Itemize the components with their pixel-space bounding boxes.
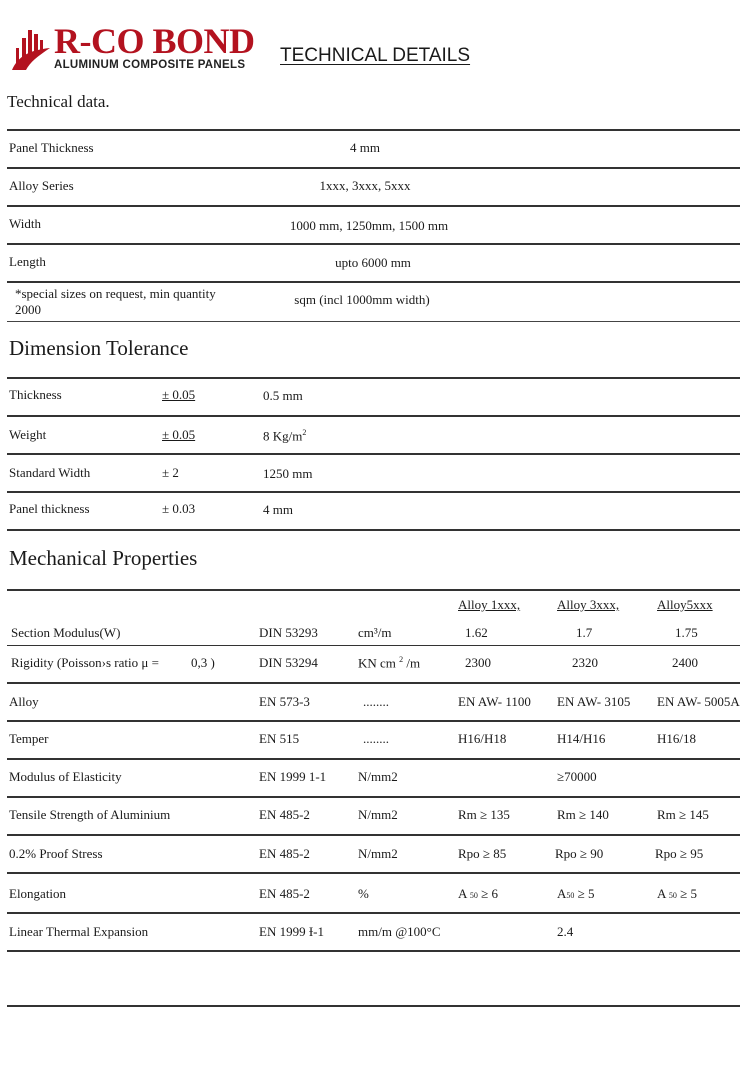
divider — [7, 796, 740, 798]
property-unit: % — [358, 886, 369, 901]
property-standard: EN 485-2 — [259, 886, 310, 901]
tolerance-row-label: Standard Width — [9, 465, 91, 480]
tech-row-label: Width — [9, 216, 41, 231]
divider — [7, 243, 740, 245]
tolerance-row-tolerance: ± 2 — [162, 465, 179, 480]
tolerance-value-main: 8 Kg/m — [263, 428, 303, 444]
property-value: Rpo ≥ 90 — [555, 846, 604, 861]
property-value: H16/H18 — [458, 731, 507, 746]
tolerance-row-value — [263, 428, 306, 444]
property-value — [657, 886, 697, 902]
tolerance-row-value: 0.5 mm — [263, 388, 303, 403]
property-value: EN AW- 3105 — [557, 694, 631, 709]
unit-main: KN cm — [358, 655, 396, 671]
unit-sup: 2 — [399, 655, 404, 664]
property-label: Elongation — [9, 886, 67, 901]
property-value: Rm ≥ 140 — [557, 807, 609, 822]
divider — [7, 415, 740, 417]
divider — [7, 281, 740, 283]
tolerance-row-label: Thickness — [9, 387, 62, 402]
tolerance-row-value: 1250 mm — [263, 466, 313, 481]
tech-row-label: 2000 — [15, 302, 41, 317]
property-value: H16/18 — [657, 731, 696, 746]
divider — [7, 321, 740, 322]
divider — [7, 129, 740, 131]
tolerance-row-tolerance: ± 0.05 — [162, 427, 196, 442]
divider — [7, 758, 740, 760]
property-value: 2320 — [572, 655, 598, 670]
property-label: Linear Thermal Expansion — [9, 924, 149, 939]
elongation-sub: 50 — [469, 891, 478, 900]
property-value: ≥70000 — [557, 769, 597, 784]
tech-row-value: 1000 mm, 1250mm, 1500 mm — [289, 218, 449, 233]
elongation-sub: 50 — [668, 891, 677, 900]
property-unit: mm/m @100°C — [358, 924, 441, 939]
property-label: Tensile Strength of Aluminium — [9, 807, 171, 822]
dimension-tolerance-heading: Dimension Tolerance — [9, 336, 189, 360]
page-title: TECHNICAL DETAILS — [280, 45, 471, 66]
property-unit: cm³/m — [358, 625, 392, 640]
property-standard: EN 1999 Ɨ-1 — [259, 924, 324, 939]
tolerance-value-sup: 2 — [302, 428, 307, 437]
property-value: Rm ≥ 135 — [458, 807, 510, 822]
property-unit: N/mm2 — [358, 769, 398, 784]
unit-tail: /m — [403, 655, 421, 671]
property-standard: EN 1999 1-1 — [259, 769, 327, 784]
tech-row-value: 1xxx, 3xxx, 5xxx — [319, 178, 411, 193]
property-value: 1.7 — [576, 625, 593, 640]
property-value — [458, 886, 498, 902]
property-unit — [358, 655, 420, 671]
property-standard: EN 485-2 — [259, 807, 310, 822]
property-unit: N/mm2 — [358, 807, 398, 822]
property-standard: EN 485-2 — [259, 846, 310, 861]
divider — [7, 167, 740, 169]
column-header: Alloy 3xxx, — [557, 597, 620, 612]
property-label: 0.2% Proof Stress — [9, 846, 103, 861]
elongation-b: ≥ 5 — [574, 886, 595, 901]
property-label: Section Modulus(W) — [11, 625, 121, 640]
elongation-sub: 50 — [566, 891, 575, 900]
tech-row-label: *special sizes on request, min quantity — [15, 286, 216, 301]
property-standard: EN 515 — [259, 731, 300, 746]
divider — [7, 720, 740, 722]
property-unit: N/mm2 — [358, 846, 398, 861]
divider — [7, 682, 740, 684]
property-unit: ........ — [363, 694, 389, 709]
divider — [7, 377, 740, 379]
logo-subtitle: ALUMINUM COMPOSITE PANELS — [54, 59, 246, 71]
property-value: 2.4 — [557, 924, 574, 939]
elongation-a: A — [458, 886, 467, 901]
tolerance-row-label: Weight — [9, 427, 47, 442]
tolerance-row-tolerance: ± 0.03 — [162, 501, 196, 516]
tech-row-value: upto 6000 mm — [335, 255, 411, 270]
property-value: 2400 — [672, 655, 698, 670]
divider — [7, 491, 740, 493]
property-label: Rigidity (Poisson›s ratio μ = — [11, 655, 159, 670]
property-value: Rpo ≥ 95 — [655, 846, 704, 861]
tolerance-row-label: Panel thickness — [9, 501, 90, 516]
tech-row-label: Length — [9, 254, 46, 269]
property-standard: EN 573-3 — [259, 694, 310, 709]
divider — [7, 453, 740, 455]
property-label: Modulus of Elasticity — [9, 769, 122, 784]
tech-row-label: Alloy Series — [9, 178, 74, 193]
elongation-b: ≥ 6 — [477, 886, 499, 901]
technical-data-heading: Technical data. — [7, 92, 110, 111]
property-value: H14/H16 — [557, 731, 606, 746]
property-value: 1.75 — [675, 625, 698, 640]
elongation-a: A — [557, 886, 567, 901]
property-value: Rpo ≥ 85 — [458, 846, 507, 861]
divider — [7, 529, 740, 531]
tech-row-label: Panel Thickness — [9, 140, 94, 155]
property-value: 2300 — [465, 655, 491, 670]
property-value — [557, 886, 595, 902]
logo-text: R-CO BOND — [54, 21, 255, 61]
column-header: Alloy 1xxx, — [458, 597, 521, 612]
property-standard: DIN 53294 — [259, 655, 318, 670]
elongation-b: ≥ 5 — [676, 886, 698, 901]
building-logo-icon — [8, 26, 52, 72]
tolerance-row-value: 4 mm — [263, 502, 293, 517]
property-label-extra: 0,3 ) — [191, 655, 215, 670]
tech-row-value: 4 mm — [350, 140, 380, 155]
divider — [7, 950, 740, 952]
property-label: Alloy — [9, 694, 39, 709]
divider — [7, 589, 740, 591]
property-value: EN AW- 1100 — [458, 694, 531, 709]
column-header: Alloy5xxx — [657, 597, 713, 612]
divider — [7, 1005, 740, 1007]
property-value: EN AW- 5005A — [657, 694, 740, 709]
divider — [7, 834, 740, 836]
property-label: Temper — [9, 731, 49, 746]
property-standard: DIN 53293 — [259, 625, 318, 640]
divider — [7, 645, 740, 646]
divider — [7, 912, 740, 914]
divider — [7, 205, 740, 207]
property-unit: ........ — [363, 731, 389, 746]
divider — [7, 872, 740, 874]
tolerance-row-tolerance: ± 0.05 — [162, 387, 196, 402]
elongation-a: A — [657, 886, 666, 901]
mechanical-properties-heading: Mechanical Properties — [9, 546, 198, 570]
tech-row-value: sqm (incl 1000mm width) — [294, 292, 430, 307]
property-value: 1.62 — [465, 625, 488, 640]
property-value: Rm ≥ 145 — [657, 807, 709, 822]
